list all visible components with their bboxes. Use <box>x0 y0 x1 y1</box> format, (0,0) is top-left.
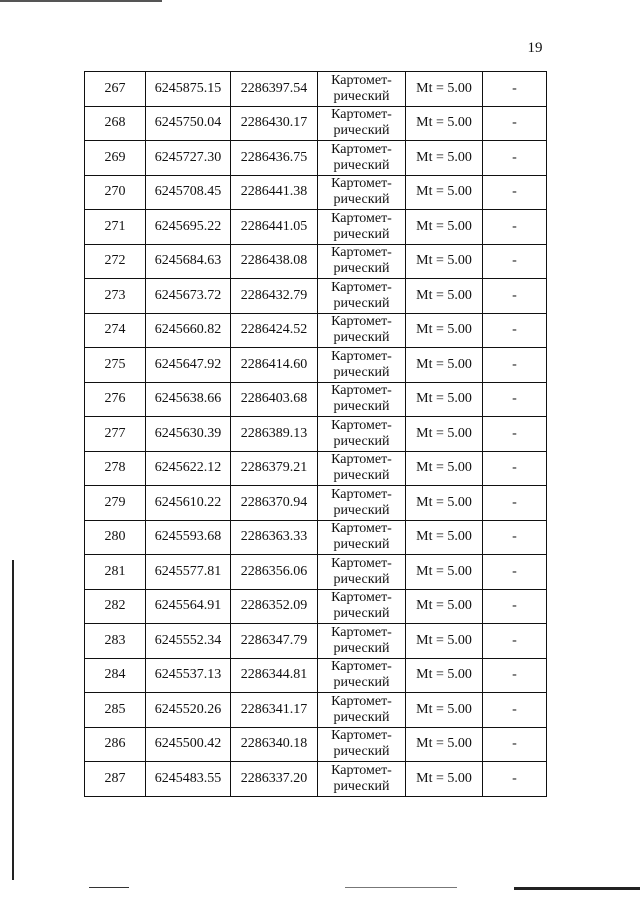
method-line-1: Картомет- <box>331 279 392 295</box>
point-number-cell: 272 <box>85 244 146 279</box>
point-number-cell: 280 <box>85 520 146 555</box>
accuracy-cell: Mt = 5.00 <box>406 175 483 210</box>
coordinate-y-cell: 2286340.18 <box>231 727 318 762</box>
coordinate-x-cell: 6245695.22 <box>146 210 231 245</box>
method-cell <box>318 175 406 210</box>
footer-mark-left <box>89 887 129 888</box>
coordinate-y-cell: 2286363.33 <box>231 520 318 555</box>
method-cell <box>318 72 406 107</box>
point-number-cell: 287 <box>85 762 146 797</box>
accuracy-cell: Mt = 5.00 <box>406 486 483 521</box>
coordinate-y-cell: 2286344.81 <box>231 658 318 693</box>
method-line-2: рический <box>333 606 390 622</box>
accuracy-cell: Mt = 5.00 <box>406 348 483 383</box>
note-cell: - <box>483 486 547 521</box>
method-line-1: Картомет- <box>331 141 392 157</box>
table-row <box>85 486 547 521</box>
method-line-2: рический <box>333 778 390 794</box>
method-line-1: Картомет- <box>331 210 392 226</box>
coordinate-x-cell: 6245630.39 <box>146 417 231 452</box>
note-cell: - <box>483 72 547 107</box>
note-cell: - <box>483 141 547 176</box>
method-line-1: Картомет- <box>331 486 392 502</box>
accuracy-cell: Mt = 5.00 <box>406 417 483 452</box>
table-row <box>85 210 547 245</box>
table-row <box>85 417 547 452</box>
method-line-2: рический <box>333 571 390 587</box>
note-cell: - <box>483 417 547 452</box>
table-row <box>85 658 547 693</box>
method-line-1: Картомет- <box>331 555 392 571</box>
note-cell: - <box>483 106 547 141</box>
point-number-cell: 284 <box>85 658 146 693</box>
table-row <box>85 244 547 279</box>
accuracy-cell: Mt = 5.00 <box>406 624 483 659</box>
point-number-cell: 277 <box>85 417 146 452</box>
accuracy-cell: Mt = 5.00 <box>406 141 483 176</box>
accuracy-cell: Mt = 5.00 <box>406 210 483 245</box>
coordinate-y-cell: 2286436.75 <box>231 141 318 176</box>
accuracy-cell: Mt = 5.00 <box>406 727 483 762</box>
method-line-2: рический <box>333 123 390 139</box>
table-row <box>85 762 547 797</box>
method-line-2: рический <box>333 537 390 553</box>
note-cell: - <box>483 762 547 797</box>
coordinate-x-cell: 6245593.68 <box>146 520 231 555</box>
accuracy-cell: Mt = 5.00 <box>406 555 483 590</box>
point-number-cell: 267 <box>85 72 146 107</box>
point-number-cell: 281 <box>85 555 146 590</box>
point-number-cell: 278 <box>85 451 146 486</box>
table-row <box>85 727 547 762</box>
method-cell <box>318 417 406 452</box>
method-line-1: Картомет- <box>331 107 392 123</box>
table-row <box>85 313 547 348</box>
method-line-1: Картомет- <box>331 624 392 640</box>
coordinates-table-body <box>85 72 547 797</box>
method-line-1: Картомет- <box>331 245 392 261</box>
method-cell <box>318 382 406 417</box>
point-number-cell: 271 <box>85 210 146 245</box>
method-cell <box>318 555 406 590</box>
method-cell <box>318 589 406 624</box>
note-cell: - <box>483 175 547 210</box>
table-row <box>85 382 547 417</box>
method-line-1: Картомет- <box>331 314 392 330</box>
accuracy-cell: Mt = 5.00 <box>406 279 483 314</box>
point-number-cell: 274 <box>85 313 146 348</box>
method-cell <box>318 106 406 141</box>
coordinate-x-cell: 6245537.13 <box>146 658 231 693</box>
accuracy-cell: Mt = 5.00 <box>406 451 483 486</box>
method-line-2: рический <box>333 433 390 449</box>
coordinate-y-cell: 2286403.68 <box>231 382 318 417</box>
coordinate-x-cell: 6245500.42 <box>146 727 231 762</box>
method-line-2: рический <box>333 709 390 725</box>
method-cell <box>318 624 406 659</box>
coordinate-y-cell: 2286352.09 <box>231 589 318 624</box>
method-line-1: Картомет- <box>331 590 392 606</box>
method-line-2: рический <box>333 88 390 104</box>
method-cell <box>318 762 406 797</box>
method-line-1: Картомет- <box>331 659 392 675</box>
table-row <box>85 520 547 555</box>
coordinate-y-cell: 2286441.38 <box>231 175 318 210</box>
note-cell: - <box>483 555 547 590</box>
table-row <box>85 106 547 141</box>
coordinate-y-cell: 2286441.05 <box>231 210 318 245</box>
footer-mark-right <box>514 887 640 890</box>
coordinate-y-cell: 2286397.54 <box>231 72 318 107</box>
coordinate-x-cell: 6245660.82 <box>146 313 231 348</box>
note-cell: - <box>483 520 547 555</box>
point-number-cell: 286 <box>85 727 146 762</box>
method-line-2: рический <box>333 192 390 208</box>
table-row <box>85 175 547 210</box>
point-number-cell: 283 <box>85 624 146 659</box>
method-line-1: Картомет- <box>331 383 392 399</box>
coordinate-x-cell: 6245552.34 <box>146 624 231 659</box>
footer-mark-center <box>345 887 457 888</box>
note-cell: - <box>483 210 547 245</box>
method-cell <box>318 486 406 521</box>
note-cell: - <box>483 658 547 693</box>
table-row <box>85 72 547 107</box>
coordinate-x-cell: 6245520.26 <box>146 693 231 728</box>
method-line-2: рический <box>333 468 390 484</box>
accuracy-cell: Mt = 5.00 <box>406 589 483 624</box>
coordinate-x-cell: 6245622.12 <box>146 451 231 486</box>
coordinate-x-cell: 6245483.55 <box>146 762 231 797</box>
coordinates-table <box>84 71 547 797</box>
table-row <box>85 348 547 383</box>
coordinate-y-cell: 2286356.06 <box>231 555 318 590</box>
accuracy-cell: Mt = 5.00 <box>406 382 483 417</box>
method-line-1: Картомет- <box>331 762 392 778</box>
coordinate-y-cell: 2286341.17 <box>231 693 318 728</box>
table-row <box>85 624 547 659</box>
coordinate-y-cell: 2286370.94 <box>231 486 318 521</box>
method-cell <box>318 520 406 555</box>
accuracy-cell: Mt = 5.00 <box>406 658 483 693</box>
coordinate-x-cell: 6245875.15 <box>146 72 231 107</box>
coordinate-x-cell: 6245647.92 <box>146 348 231 383</box>
method-cell <box>318 279 406 314</box>
note-cell: - <box>483 624 547 659</box>
method-cell <box>318 141 406 176</box>
note-cell: - <box>483 313 547 348</box>
coordinate-y-cell: 2286438.08 <box>231 244 318 279</box>
point-number-cell: 276 <box>85 382 146 417</box>
note-cell: - <box>483 693 547 728</box>
coordinate-x-cell: 6245577.81 <box>146 555 231 590</box>
coordinate-x-cell: 6245727.30 <box>146 141 231 176</box>
coordinate-x-cell: 6245684.63 <box>146 244 231 279</box>
accuracy-cell: Mt = 5.00 <box>406 244 483 279</box>
method-line-2: рический <box>333 502 390 518</box>
coordinate-y-cell: 2286347.79 <box>231 624 318 659</box>
method-line-2: рический <box>333 157 390 173</box>
method-line-1: Картомет- <box>331 521 392 537</box>
method-line-2: рический <box>333 640 390 656</box>
table-row <box>85 555 547 590</box>
point-number-cell: 279 <box>85 486 146 521</box>
method-cell <box>318 210 406 245</box>
method-line-2: рический <box>333 744 390 760</box>
point-number-cell: 275 <box>85 348 146 383</box>
method-line-1: Картомет- <box>331 72 392 88</box>
coordinate-y-cell: 2286424.52 <box>231 313 318 348</box>
point-number-cell: 282 <box>85 589 146 624</box>
method-line-2: рический <box>333 261 390 277</box>
coordinate-y-cell: 2286414.60 <box>231 348 318 383</box>
coordinate-y-cell: 2286389.13 <box>231 417 318 452</box>
coordinate-y-cell: 2286379.21 <box>231 451 318 486</box>
method-line-1: Картомет- <box>331 728 392 744</box>
accuracy-cell: Mt = 5.00 <box>406 762 483 797</box>
note-cell: - <box>483 279 547 314</box>
coordinate-x-cell: 6245673.72 <box>146 279 231 314</box>
point-number-cell: 270 <box>85 175 146 210</box>
method-line-1: Картомет- <box>331 348 392 364</box>
note-cell: - <box>483 451 547 486</box>
coordinate-x-cell: 6245610.22 <box>146 486 231 521</box>
method-cell <box>318 451 406 486</box>
note-cell: - <box>483 348 547 383</box>
point-number-cell: 269 <box>85 141 146 176</box>
method-cell <box>318 244 406 279</box>
coordinate-x-cell: 6245708.45 <box>146 175 231 210</box>
note-cell: - <box>483 727 547 762</box>
method-line-2: рический <box>333 330 390 346</box>
note-cell: - <box>483 244 547 279</box>
accuracy-cell: Mt = 5.00 <box>406 106 483 141</box>
accuracy-cell: Mt = 5.00 <box>406 520 483 555</box>
coordinate-y-cell: 2286432.79 <box>231 279 318 314</box>
accuracy-cell: Mt = 5.00 <box>406 72 483 107</box>
method-cell <box>318 658 406 693</box>
method-line-2: рический <box>333 675 390 691</box>
method-cell <box>318 693 406 728</box>
table-row <box>85 141 547 176</box>
point-number-cell: 268 <box>85 106 146 141</box>
coordinate-y-cell: 2286430.17 <box>231 106 318 141</box>
note-cell: - <box>483 589 547 624</box>
method-line-2: рический <box>333 364 390 380</box>
method-cell <box>318 313 406 348</box>
method-line-1: Картомет- <box>331 417 392 433</box>
table-row <box>85 451 547 486</box>
scan-margin-line <box>12 560 14 880</box>
method-line-2: рический <box>333 399 390 415</box>
table-row <box>85 693 547 728</box>
method-line-2: рический <box>333 226 390 242</box>
top-rule <box>0 0 162 2</box>
table-row <box>85 279 547 314</box>
method-cell <box>318 348 406 383</box>
coordinate-x-cell: 6245564.91 <box>146 589 231 624</box>
method-line-2: рический <box>333 295 390 311</box>
point-number-cell: 273 <box>85 279 146 314</box>
coordinate-x-cell: 6245638.66 <box>146 382 231 417</box>
method-line-1: Картомет- <box>331 693 392 709</box>
coordinate-y-cell: 2286337.20 <box>231 762 318 797</box>
accuracy-cell: Mt = 5.00 <box>406 693 483 728</box>
note-cell: - <box>483 382 547 417</box>
table-row <box>85 589 547 624</box>
method-line-1: Картомет- <box>331 176 392 192</box>
coordinate-x-cell: 6245750.04 <box>146 106 231 141</box>
page-number: 19 <box>527 40 543 56</box>
method-cell <box>318 727 406 762</box>
method-line-1: Картомет- <box>331 452 392 468</box>
point-number-cell: 285 <box>85 693 146 728</box>
accuracy-cell: Mt = 5.00 <box>406 313 483 348</box>
